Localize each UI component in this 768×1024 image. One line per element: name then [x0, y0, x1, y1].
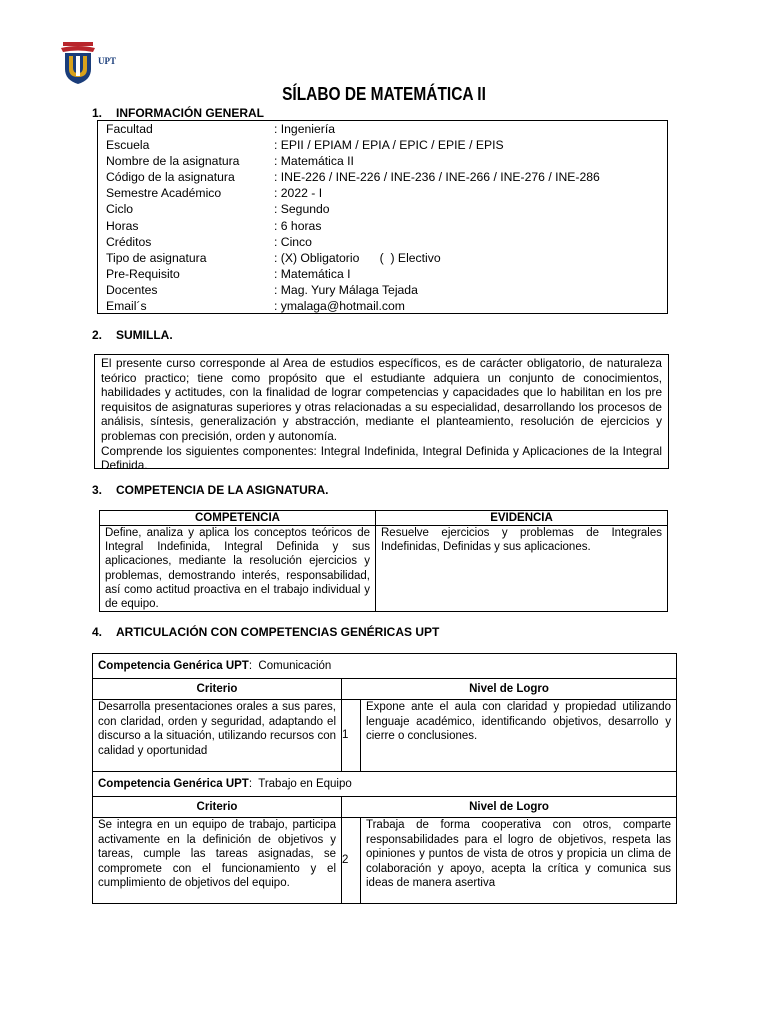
info-row: Facultad : Ingeniería: [106, 122, 335, 136]
info-row: Nombre de la asignatura : Matemática II: [106, 154, 354, 169]
generic-competence-title: Competencia Genérica UPT: Trabajo en Equipo: [93, 772, 677, 797]
section-heading-4: 4. ARTICULACIÓN CON COMPETENCIAS GENÉRICAS UPT: [92, 625, 440, 639]
nivel-header: Nivel de Logro: [342, 679, 677, 700]
competencia-table: [99, 510, 668, 612]
generic-competence-title: Competencia Genérica UPT: Comunicación: [93, 654, 677, 679]
table-row: [93, 797, 677, 818]
nivel-header: Nivel de Logro: [342, 797, 677, 818]
info-row: Tipo de asignatura : (X) Obligatorio ( ) Electivo: [106, 250, 441, 265]
sumilla-paragraph: Comprende los siguientes componentes: Integral Indefinida, Integral Definida y Aplicaciones de la Integral Definida.: [101, 443, 662, 473]
table-row: [93, 818, 677, 904]
page-title: SÍLABO DE MATEMÁTICA II: [282, 84, 486, 104]
criterio-cell: Se integra en un equipo de trabajo, participa activamente en la definición de objetivos y tareas, cumple las tareas asignadas, se compromete con el funcionamiento y el cumplimiento de objetivos del equipo.: [93, 818, 342, 904]
competencias-genericas-table: [92, 653, 677, 904]
info-row: Docentes : Mag. Yury Málaga Tejada: [106, 282, 418, 297]
section-heading-2: 2. SUMILLA.: [92, 328, 173, 342]
evidencia-header: EVIDENCIA: [376, 511, 668, 526]
table-row: [93, 772, 677, 797]
competencia-cell: Define, analiza y aplica los conceptos teóricos de Integral Indefinida, Integral Definida y sus aplicaciones, mediante la resolución ejercicios y problemas, demostrando interés, responsabilidad, así como actitud proactiva en el trabajo individual y de equipo.: [100, 526, 376, 612]
section-heading-1: 1. INFORMACIÓN GENERAL: [92, 106, 264, 120]
criterio-header: Criterio: [93, 679, 342, 700]
info-row: Código de la asignatura : INE-226 / INE-226 / INE-236 / INE-266 / INE-276 / INE-286: [106, 170, 600, 185]
competencia-header: COMPETENCIA: [100, 511, 376, 526]
info-row: Pre-Requisito : Matemática I: [106, 266, 351, 281]
nivel-number: 2: [342, 818, 361, 904]
evidencia-cell: Resuelve ejercicios y problemas de Integrales Indefinidas, Definidas y sus aplicaciones.: [376, 526, 668, 612]
section-heading-3: 3. COMPETENCIA DE LA ASIGNATURA.: [92, 483, 329, 497]
logo-text: UPT: [98, 56, 116, 66]
criterio-header: Criterio: [93, 797, 342, 818]
shield-crest-icon: [60, 42, 96, 86]
logro-cell: Trabaja de forma cooperativa con otros, comparte responsabilidades para el logro de objetivos, respeta las opiniones y puntos de vista de otros y propicia un clima de colaboración y apoyo, acepta la crítica y comunica sus ideas de manera asertiva: [361, 818, 677, 904]
table-row: [93, 679, 677, 700]
table-row: [93, 654, 677, 679]
table-row: [93, 700, 677, 772]
sumilla-box: [94, 354, 669, 473]
upt-logo: [60, 42, 140, 86]
nivel-number: 1: [342, 700, 361, 772]
info-row: Créditos : Cinco: [106, 234, 312, 249]
info-row: Ciclo : Segundo: [106, 202, 330, 217]
info-row: Email´s : ymalaga@hotmail.com: [106, 299, 405, 314]
email-link[interactable]: : ymalaga@hotmail.com: [274, 299, 405, 314]
info-row: Escuela : EPII / EPIAM / EPIA / EPIC / EPIE / EPIS: [106, 138, 504, 153]
info-row: Horas : 6 horas: [106, 218, 322, 233]
sumilla-paragraph: El presente curso corresponde al Area de estudios específicos, es de carácter obligatorio, de naturaleza teórico practico; tiene como propósito que el estudiante adquiera un conjunto de conocimientos, habilidades y actitudes, con la finalidad de lograr competencias y capacidades que lo habilitan en los pre requisitos de asignaturas superiores y otras relacionadas a su especialidad, desarrollando los procesos de análisis, síntesis, generalización y abstracción, mediante el planteamiento, resolución de ejercicios y problemas con precisión, orden y autonomía.: [101, 356, 662, 443]
general-info-box: [97, 120, 668, 314]
info-row: Semestre Académico : 2022 - I: [106, 186, 323, 201]
logro-cell: Expone ante el aula con claridad y propiedad utilizando lenguaje académico, identificando objetivos, desarrollo y cierre o conclusiones.: [361, 700, 677, 772]
criterio-cell: Desarrolla presentaciones orales a sus pares, con claridad, orden y seguridad, adaptando el discurso a la situación, utilizando recursos con calidad y oportunidad: [93, 700, 342, 772]
